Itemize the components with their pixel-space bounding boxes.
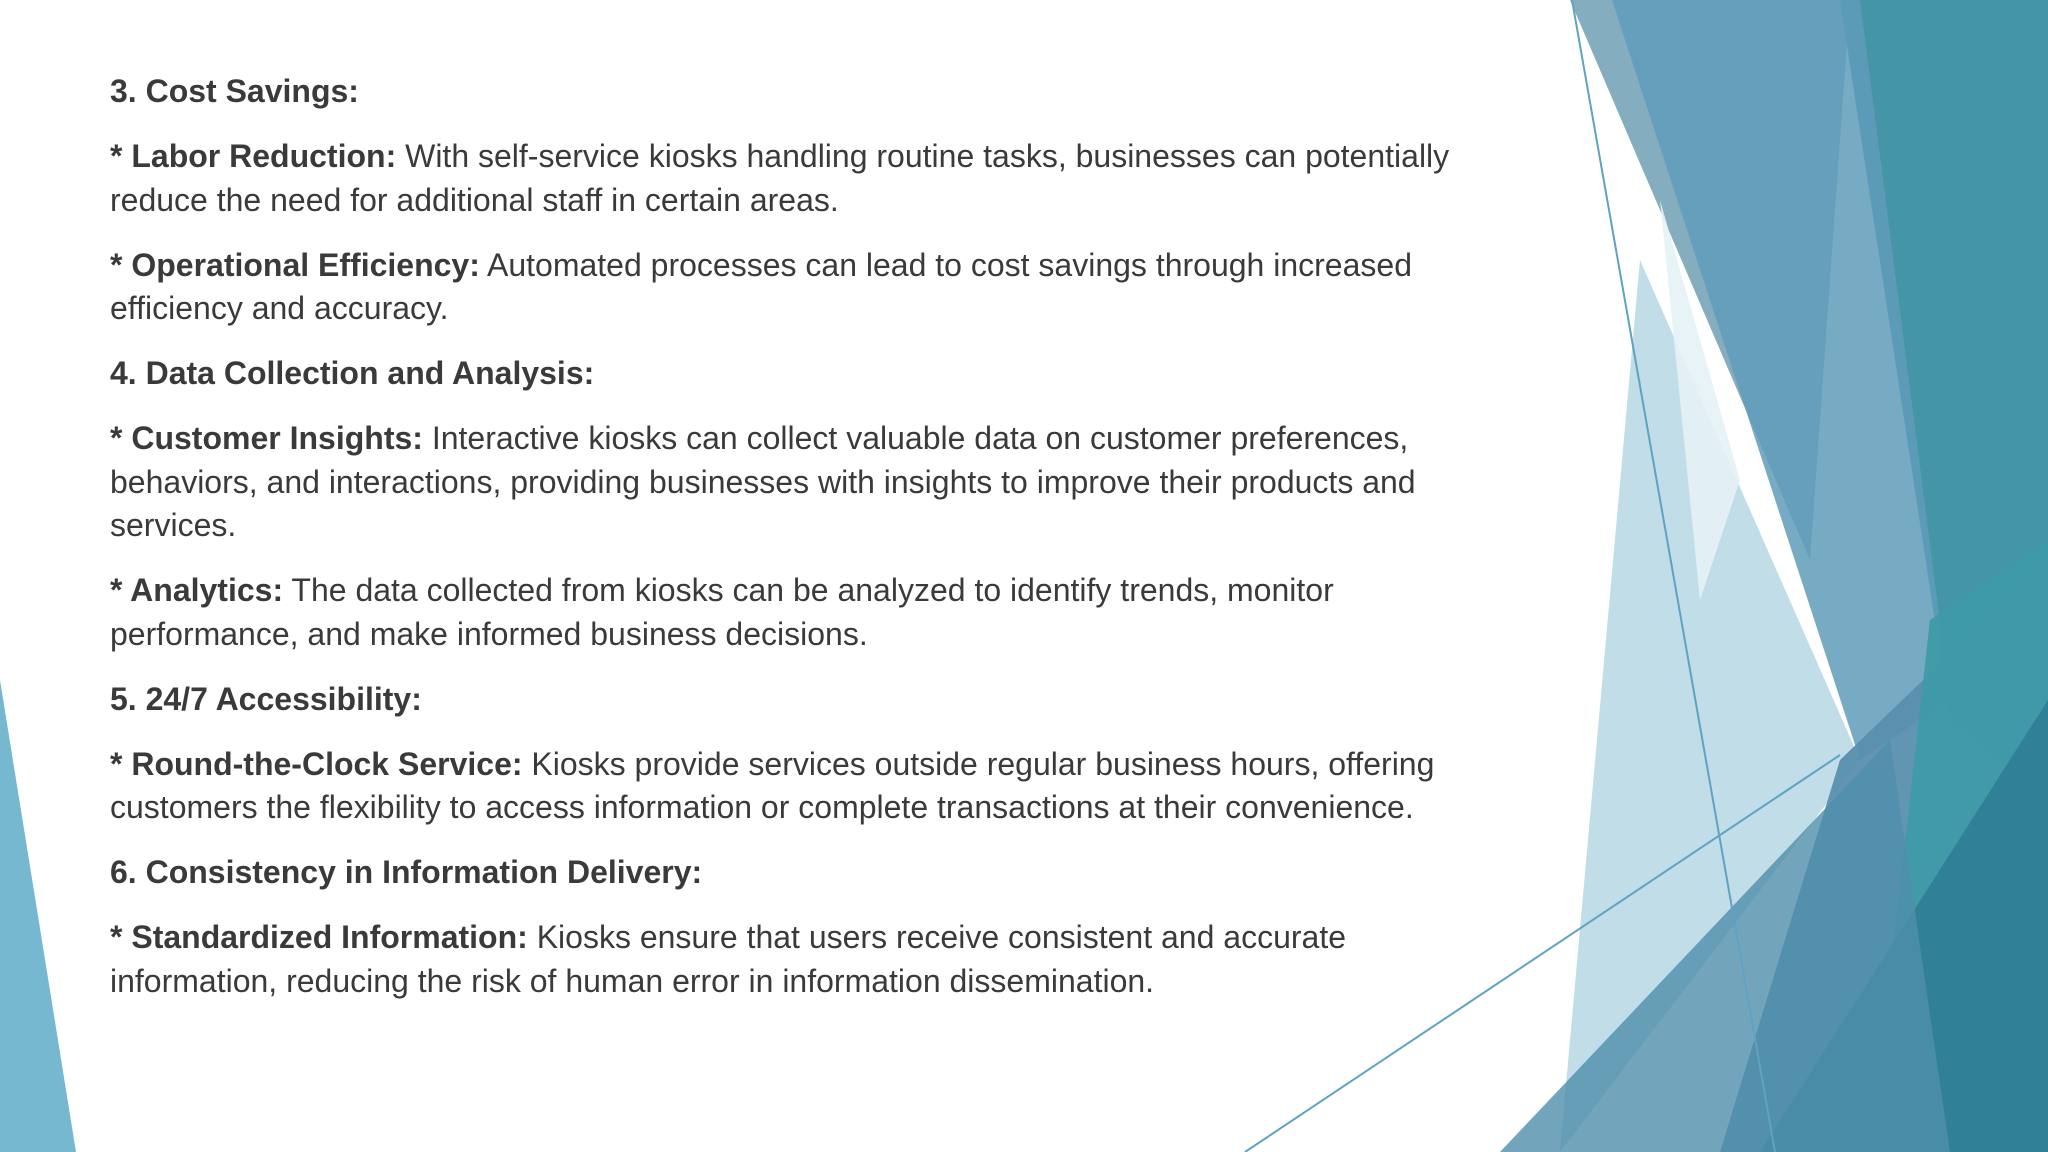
bullet-operational-efficiency: [110, 244, 1510, 331]
bullet-labor-reduction: [110, 135, 1510, 222]
section-heading-data-collection: 4. Data Collection and Analysis:: [110, 355, 595, 391]
bullet-lead: * Labor Reduction:: [110, 138, 397, 174]
slide-body-text: [110, 70, 1510, 1025]
bullet-body: With self-service kiosks handling routine tasks, businesses can potentially reduce the need for additional staff in certain areas.: [110, 138, 1450, 218]
bullet-body: Automated processes can lead to cost savings through increased efficiency and accuracy.: [110, 246, 1412, 326]
bullet-lead: * Round-the-Clock Service:: [110, 745, 523, 782]
bullet-customer-insights: [110, 417, 1510, 548]
bullet-body: Interactive kiosks can collect valuable data on customer preferences, behaviors, and interactions, providing businesses with insights to improve their products and services.: [110, 420, 1416, 543]
bullet-body: Kiosks ensure that users receive consistent and accurate information, reducing the risk of human error in information dissemination.: [110, 919, 1346, 999]
bullet-lead: * Analytics:: [110, 572, 284, 608]
section-heading-accessibility: 5. 24/7 Accessibility:: [110, 680, 422, 717]
bullet-body: The data collected from kiosks can be analyzed to identify trends, monitor performance, and make informed business decisions.: [110, 572, 1334, 652]
bullet-lead: * Standardized Information:: [110, 919, 528, 955]
bullet-lead: * Operational Efficiency:: [110, 246, 480, 283]
bullet-body: Kiosks provide services outside regular business hours, offering customers the flexibility to access information or complete transactions at their convenience.: [110, 745, 1435, 825]
bullet-round-the-clock-service: [110, 743, 1510, 830]
bullet-analytics: [110, 569, 1510, 656]
left-sliver-shape: [0, 680, 76, 1152]
bullet-lead: * Customer Insights:: [110, 420, 423, 456]
section-heading-cost-savings: 3. Cost Savings:: [110, 73, 359, 109]
bullet-standardized-information: [110, 916, 1510, 1003]
section-heading-consistency: 6. Consistency in Information Delivery:: [110, 854, 703, 890]
